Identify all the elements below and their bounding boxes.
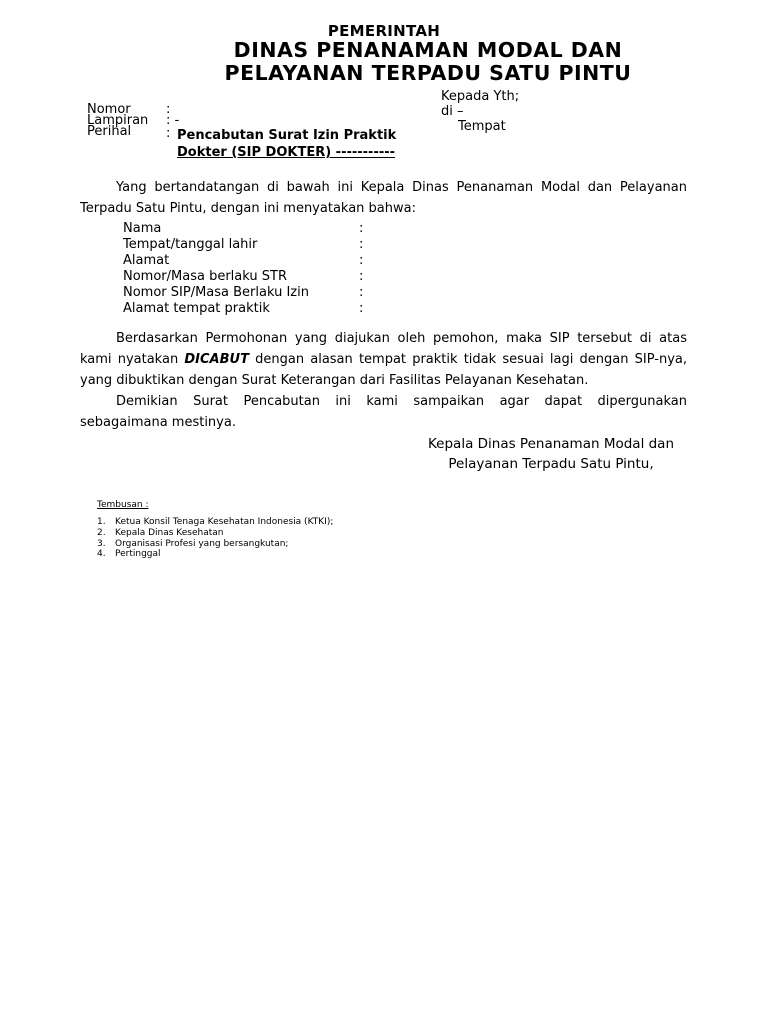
perihal-subject-line1: Pencabutan Surat Izin Praktik — [177, 128, 397, 143]
field-label-nama: Nama — [123, 221, 162, 236]
field-colon-alamat: : — [359, 253, 364, 268]
closing-paragraph — [80, 391, 687, 433]
signature-title-line2: Pelayanan Terpadu Satu Pintu, — [448, 456, 654, 472]
revocation-emphasis: DICABUT — [184, 352, 249, 367]
cc-item-number: 2. — [97, 528, 106, 538]
recipient-line2: di – — [441, 104, 464, 119]
field-colon-str: : — [359, 269, 364, 284]
revocation-paragraph — [80, 328, 687, 391]
recipient-line3: Tempat — [458, 119, 506, 134]
field-label-alamat-praktik: Alamat tempat praktik — [123, 301, 270, 316]
cc-item-text: Kepala Dinas Kesehatan — [115, 528, 224, 538]
field-label-sip: Nomor SIP/Masa Berlaku Izin — [123, 285, 309, 300]
field-label-ttl: Tempat/tanggal lahir — [123, 237, 258, 252]
cc-list-item — [97, 550, 161, 559]
field-colon-sip: : — [359, 285, 364, 300]
perihal-label: Perihal — [87, 124, 132, 139]
perihal-colon: : — [166, 126, 171, 141]
cc-item-number: 4. — [97, 549, 106, 559]
field-colon-alamat-praktik: : — [359, 301, 364, 316]
field-label-str: Nomor/Masa berlaku STR — [123, 269, 287, 284]
recipient-line1: Kepada Yth; — [441, 89, 520, 104]
cc-item-number: 3. — [97, 539, 106, 549]
nomor-label: Nomor — [87, 102, 131, 117]
cc-item-text: Ketua Konsil Tenaga Kesehatan Indonesia (KTKI); — [115, 517, 334, 527]
intro-text: Yang bertandatangan di bawah ini Kepala Dinas Penanaman Modal dan Pelayanan Terpadu Satu Pintu, dengan ini menyatakan bahwa: — [80, 180, 687, 216]
header-title-agency-line2: PELAYANAN TERPADU SATU PINTU — [224, 61, 632, 85]
perihal-subject-line2: Dokter (SIP DOKTER) ----------- — [177, 145, 396, 160]
perihal-subject — [177, 127, 396, 161]
header-title-agency-line1: DINAS PENANAMAN MODAL DAN — [233, 38, 623, 62]
field-colon-nama: : — [359, 221, 364, 236]
header-title-pemerintah: PEMERINTAH — [327, 22, 441, 40]
field-colon-ttl: : — [359, 237, 364, 252]
nomor-value: : — [166, 102, 171, 117]
signature-title-line1: Kepala Dinas Penanaman Modal dan — [427, 436, 675, 452]
cc-list-item — [97, 529, 223, 538]
field-label-alamat: Alamat — [123, 253, 170, 268]
revocation-text-before: Berdasarkan Permohonan yang diajukan oleh pemohon, maka SIP tersebut di atas kami nyatakan — [80, 331, 687, 367]
closing-text: Demikian Surat Pencabutan ini kami sampaikan agar dapat dipergunakan sebagaimana mestinya. — [80, 394, 687, 430]
revocation-text-after: dengan alasan tempat praktik tidak sesuai lagi dengan SIP-nya, yang dibuktikan dengan Surat Keterangan dari Fasilitas Pelayanan Kesehatan. — [80, 352, 687, 388]
cc-list-item — [97, 518, 333, 527]
cc-item-text: Organisasi Profesi yang bersangkutan; — [115, 539, 289, 549]
tembusan-title: Tembusan : — [97, 500, 149, 510]
cc-list-item — [97, 540, 288, 549]
lampiran-value: : - — [166, 113, 180, 128]
cc-item-text: Pertinggal — [115, 549, 161, 559]
intro-paragraph — [80, 177, 687, 219]
lampiran-label: Lampiran — [87, 113, 149, 128]
cc-item-number: 1. — [97, 517, 106, 527]
